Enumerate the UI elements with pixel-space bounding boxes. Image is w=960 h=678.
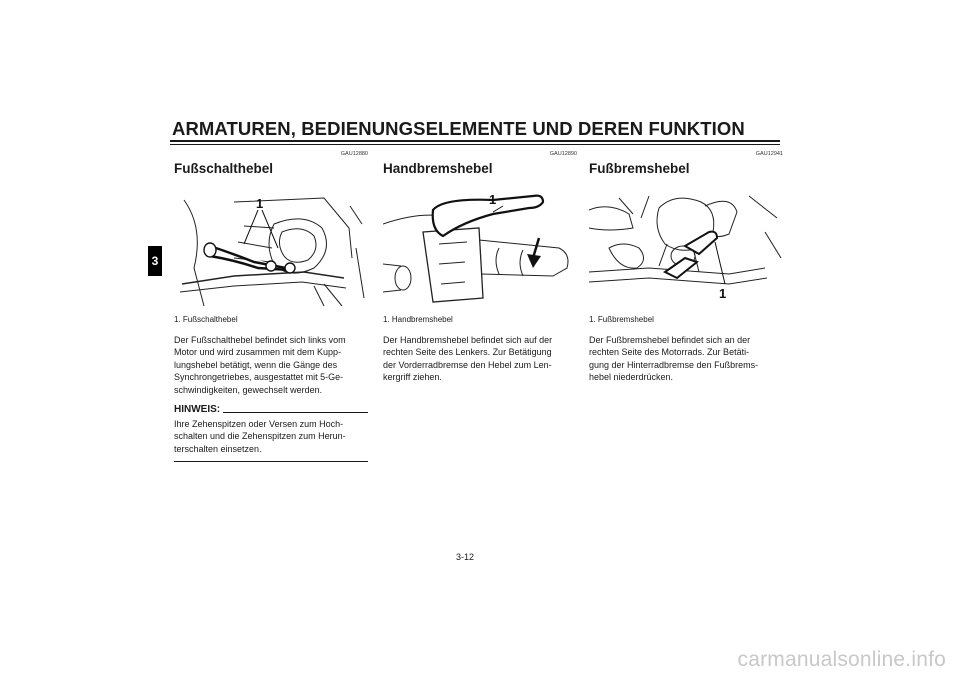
page-title: ARMATUREN, BEDIENUNGSELEMENTE UND DEREN FUNKTION xyxy=(172,118,745,139)
section-body: Der Fußbremshebel befindet sich an der rechten Seite des Motorrads. Zur Betäti- gung der Hinterradbremse den Fußbrems- hebel niederdrücken. xyxy=(589,335,759,383)
page-number: 3-12 xyxy=(456,552,475,562)
brake-lever-drawing xyxy=(383,188,577,308)
note-label: HINWEIS: xyxy=(174,404,221,416)
figure-caption: 1. Handbremshebel xyxy=(383,315,453,324)
shift-pedal-drawing xyxy=(174,188,368,308)
section-body: Der Handbremshebel befindet sich auf der rechten Seite des Lenkers. Zur Betätigung der Vorderradbremse den Hebel zum Len- kergriff ziehen. xyxy=(383,335,553,383)
section-heading: Handbremshebel xyxy=(383,161,493,176)
section-code: GAU12890 xyxy=(549,151,577,157)
watermark: carmanualsonline.info xyxy=(737,648,946,671)
shift-pedal-illustration xyxy=(174,188,368,308)
figure-caption: 1. Fußschalthebel xyxy=(174,315,238,324)
brake-pedal-illustration xyxy=(589,188,783,308)
note-text: Ihre Zehenspitzen oder Versen zum Hoch- schalten und die Zehenspitzen zum Herun- terschalten einsetzen. xyxy=(174,418,368,462)
brake-pedal-drawing xyxy=(589,188,783,308)
section-heading: Fußbremshebel xyxy=(589,161,690,176)
title-rule xyxy=(170,140,780,142)
section-brake-lever xyxy=(383,150,577,384)
title-rule-thin xyxy=(170,144,780,145)
callout-number: 1 xyxy=(256,196,264,211)
callout-number: 1 xyxy=(489,192,497,207)
note-header xyxy=(174,402,368,416)
section-code: GAU12941 xyxy=(755,151,783,157)
section-heading: Fußschalthebel xyxy=(174,161,274,176)
callout-number: 1 xyxy=(719,286,727,301)
section-body: Der Fußschalthebel befindet sich links vom Motor und wird zusammen mit dem Kupp- lungshebel betätigt, wenn die Gänge des Synchrongetriebes, ausgestattet mit 5-Ge- schwindigkeiten, gewechselt werden. xyxy=(174,335,346,395)
chapter-tab: 3 xyxy=(148,246,162,276)
figure-caption: 1. Fußbremshebel xyxy=(589,315,654,324)
note-rule xyxy=(223,412,368,413)
section-code: GAU12880 xyxy=(340,151,368,157)
section-brake-pedal xyxy=(589,150,783,384)
brake-lever-illustration xyxy=(383,188,577,308)
section-shift-pedal xyxy=(174,150,368,462)
